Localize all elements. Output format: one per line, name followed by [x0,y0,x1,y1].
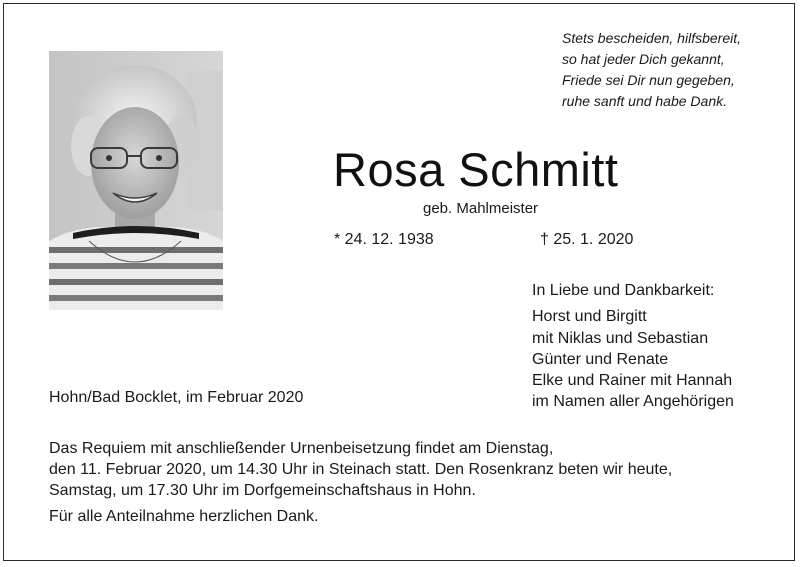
verse-line: Friede sei Dir nun gegeben, [562,72,735,88]
mourners-intro: In Liebe und Dankbarkeit: [532,282,715,299]
maiden-name: geb. Mahlmeister [423,200,539,217]
deceased-name: Rosa Schmitt [333,143,619,196]
closing-thanks: Für alle Anteilnahme herzlichen Dank. [49,508,319,525]
birth-date: * 24. 12. 1938 [334,231,434,248]
mourner-line: im Namen aller Angehörigen [532,393,734,411]
mourners-list [532,280,734,413]
service-line: Samstag, um 17.30 Uhr im Dorfgemeinschaftshaus in Hohn. [49,482,476,499]
death-date: † 25. 1. 2020 [540,231,634,248]
verse-line: Stets bescheiden, hilfsbereit, [562,30,741,46]
mourner-line: Günter und Renate [532,350,669,368]
mourner-line: Elke und Rainer mit Hannah [532,372,733,390]
verse-line: so hat jeder Dich gekannt, [562,51,725,67]
place-and-date: Hohn/Bad Bocklet, im Februar 2020 [49,389,304,406]
mourner-line: Horst und Birgitt [532,308,647,326]
service-details [49,438,672,501]
portrait-photo [49,51,223,310]
mourner-line: mit Niklas und Sebastian [532,329,709,347]
service-line: den 11. Februar 2020, um 14.30 Uhr in Steinach statt. Den Rosenkranz beten wir heute, [49,461,673,478]
service-line: Das Requiem mit anschließender Urnenbeisetzung findet am Dienstag, [49,440,554,457]
verse-line: ruhe sanft und habe Dank. [562,93,728,109]
memorial-verse [562,28,792,112]
